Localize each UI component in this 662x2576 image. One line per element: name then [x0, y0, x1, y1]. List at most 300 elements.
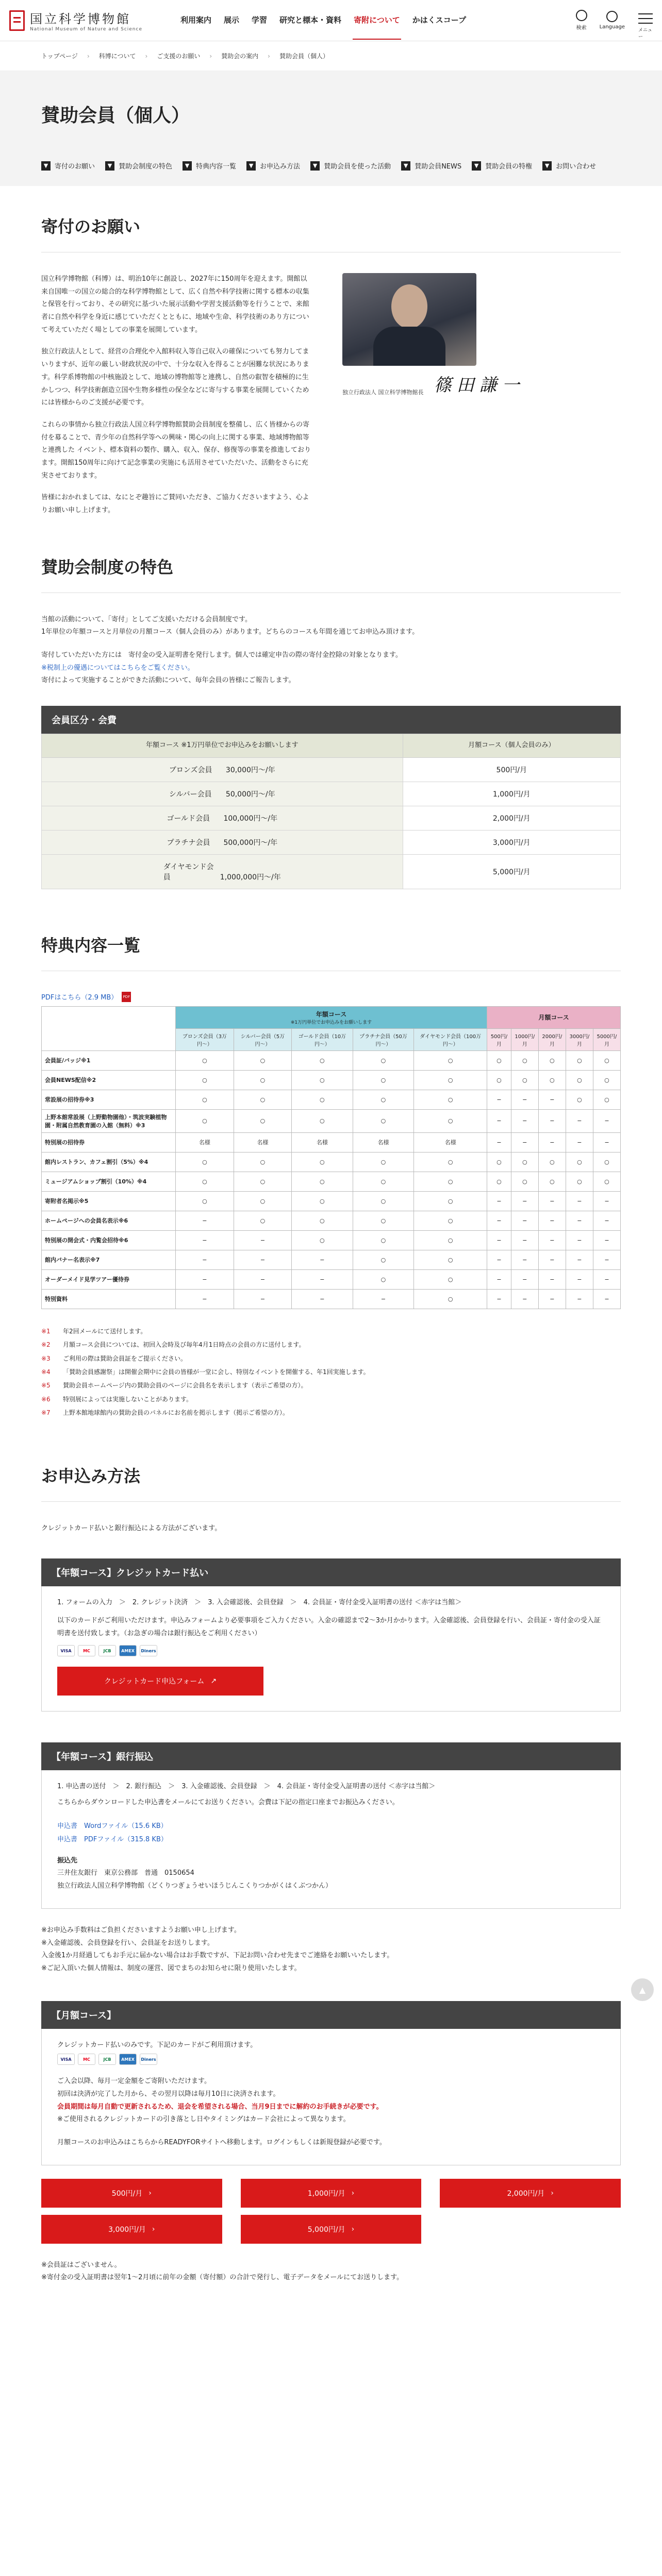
benefit-cell: ○ [414, 1152, 487, 1172]
language-button[interactable] [600, 11, 625, 30]
visa-icon: VISA [57, 1645, 75, 1656]
plan-header: 3000円/月 [566, 1028, 593, 1050]
breadcrumb-supporters[interactable]: 賛助会の案内 [221, 53, 259, 60]
benefit-cell: ○ [292, 1172, 353, 1191]
chevron-right-icon: › [351, 2225, 355, 2233]
card-brands [42, 2052, 620, 2075]
mastercard-icon: MC [78, 1645, 95, 1656]
anchor-nav [0, 159, 662, 186]
monthly-box [41, 2029, 621, 2165]
benefit-cell: − [176, 1250, 234, 1269]
benefit-name: 常設展の招待券※3 [42, 1090, 176, 1109]
benefit-cell: ○ [538, 1050, 566, 1070]
benefit-cell: ○ [414, 1050, 487, 1070]
benefit-cell: − [176, 1211, 234, 1230]
benefit-cell: − [292, 1289, 353, 1309]
arrow-down-icon: ▼ [310, 161, 320, 171]
benefit-cell: ○ [414, 1211, 487, 1230]
bank-note: こちらからダウンロードした申込書をメールにてお送りください。会費は下記の指定口座までお振込みください。 [57, 1799, 399, 1807]
pdf-link-label: PDFはこちら（2.9 MB） [41, 994, 118, 1002]
note-key: ※5 [41, 1382, 51, 1389]
table-row [42, 1132, 621, 1152]
grade-monthly: 1,000円/月 [403, 782, 620, 806]
benefit-cell: ○ [176, 1172, 234, 1191]
feature-line: 寄付していただいた方には 寄付金の受入証明書を発行します。個人では確定申告の際の寄付金控除の対象となります。 [41, 651, 402, 659]
benefit-cell: − [511, 1269, 538, 1289]
benefit-cell: ○ [414, 1109, 487, 1132]
benefit-cell: ○ [511, 1172, 538, 1191]
anchor-link[interactable] [310, 159, 396, 173]
bank-box [41, 1770, 621, 1908]
note-text: 月額コース会員については、初回入会時及び毎年4月1日時点の会員の方に送付します。 [63, 1341, 305, 1349]
grade-name: プラチナ会員 [167, 838, 210, 847]
monthly-heading: 【月額コース】 [41, 2001, 621, 2029]
benefit-cell: ○ [414, 1250, 487, 1269]
external-link-icon: ↗ [210, 1677, 217, 1686]
benefit-name: 館内レストラン、カフェ割引（5%）※4 [42, 1152, 176, 1172]
note-key: ※4 [41, 1368, 51, 1376]
anchor-link[interactable] [472, 159, 537, 173]
anchor-label: 賛助会員NEWS [415, 163, 462, 171]
benefit-cell: 名様 [292, 1132, 353, 1152]
benefit-cell: ○ [511, 1050, 538, 1070]
benefit-cell: ○ [538, 1152, 566, 1172]
grade-monthly: 500円/月 [403, 757, 620, 782]
benefit-cell: ○ [234, 1172, 291, 1191]
grade-annual: 50,000円〜/年 [225, 790, 275, 799]
benefit-cell: − [511, 1250, 538, 1269]
benefit-cell: ○ [566, 1070, 593, 1090]
table-row [42, 1172, 621, 1191]
benefits-monthly-header: 月額コース [487, 1006, 621, 1028]
arrow-down-icon: ▼ [542, 161, 552, 171]
grade-annual: 500,000円〜/年 [223, 838, 278, 847]
intro-paragraph: これらの事情から独立行政法人国立科学博物館賛助会員制度を整備し、広く皆様からの寄付を募ることで、青少年の自然科学等への興味・関心の向上に関する事業、地域博物館等と連携した イベント、標本資料の製作、購入、収入、保存、修復等の事業を推進しております。開館150周年に向けて記念事業の実施にも活用させていただいた、活動をさらに充実させております。 [41, 420, 311, 480]
page-title: 賛助会員（個人） [0, 71, 662, 159]
grade-name: ブロンズ会員 [169, 766, 212, 774]
site-header [0, 0, 662, 41]
logo-subtitle: National Museum of Nature and Science [30, 27, 142, 32]
nav-learning[interactable]: 学習 [252, 15, 268, 25]
monthly-2000-button[interactable] [440, 2179, 621, 2208]
benefit-cell: ○ [414, 1289, 487, 1309]
benefit-cell: ○ [353, 1152, 414, 1172]
benefit-cell: − [487, 1230, 511, 1250]
benefit-cell: ○ [292, 1070, 353, 1090]
table-row [42, 1090, 621, 1109]
benefits-corner [42, 1006, 176, 1050]
benefit-cell: − [566, 1269, 593, 1289]
benefit-cell: − [566, 1191, 593, 1211]
benefit-cell: − [292, 1250, 353, 1269]
arrow-down-icon: ▼ [41, 161, 51, 171]
benefit-name: 寄附者名掲示※5 [42, 1191, 176, 1211]
monthly-buttons [41, 2165, 621, 2244]
pdf-icon: PDF [122, 992, 131, 1002]
benefits-pdf-link[interactable] [41, 992, 621, 1002]
card-form-label: クレジットカード申込フォーム [104, 1677, 205, 1686]
benefit-cell: − [487, 1090, 511, 1109]
benefit-cell: − [593, 1250, 620, 1269]
director-photo [342, 273, 476, 366]
anchor-link[interactable] [105, 159, 177, 173]
benefit-cell: − [566, 1250, 593, 1269]
benefit-name: 特別展の開会式・内覧会招待※6 [42, 1230, 176, 1250]
benefit-cell: ○ [487, 1070, 511, 1090]
monthly-button-label: 500円/月 [111, 2189, 143, 2198]
note-text: 賛助会員ホームページ内の賛助会員のページに会員名を表示します（表示ご希望の方）。 [63, 1382, 307, 1389]
table-row [42, 1269, 621, 1289]
director-signature: 篠田謙一 [434, 375, 525, 396]
benefit-cell: − [593, 1109, 620, 1132]
note-item [41, 1379, 621, 1392]
account-name: 独立行政法人国立科学博物館（どくりつぎょうせいほうじんこくりつかがくはくぶつかん） [57, 1882, 333, 1890]
bank-footnote: 入金後1か月経過してもお手元に届かない場合はお手数ですが、下記お問い合わせ先までご連絡をお願いいたします。 [41, 1952, 394, 1960]
benefit-name: ホームページへの会員名表示※6 [42, 1211, 176, 1230]
amex-icon: AMEX [119, 1645, 137, 1656]
note-item [41, 1393, 621, 1406]
benefit-cell: ○ [353, 1269, 414, 1289]
benefit-cell: ○ [176, 1090, 234, 1109]
card-box [41, 1586, 621, 1711]
benefit-cell: ○ [566, 1090, 593, 1109]
account-label: 振込先 [57, 1856, 78, 1865]
benefit-cell: − [511, 1132, 538, 1152]
grade-monthly: 5,000円/月 [403, 854, 620, 889]
note-item [41, 1406, 621, 1419]
table-row [42, 1109, 621, 1132]
intro-paragraph: 皆様におかれましては、なにとぞ趣旨にご賛同いただき、ご協力くださいますよう、心よりお願い申し上げます。 [41, 494, 309, 514]
benefit-cell: ○ [538, 1172, 566, 1191]
benefit-cell: ○ [566, 1172, 593, 1191]
grade-name: シルバー会員 [169, 790, 212, 799]
monthly-footnote: ※寄付金の受入証明書は翌年1〜2月頃に前年の金額（寄付額）の合計で発行し、電子データをメールにてお送りします。 [41, 2274, 404, 2282]
benefit-cell: − [538, 1230, 566, 1250]
anchor-label: お問い合わせ [556, 163, 597, 171]
benefit-cell: ○ [353, 1090, 414, 1109]
benefit-cell: − [538, 1269, 566, 1289]
breadcrumb-about[interactable]: 科博について [98, 53, 136, 60]
note-item [41, 1338, 621, 1351]
benefit-cell: − [538, 1250, 566, 1269]
apply-lead: クレジットカード払いと銀行振込による方法がございます。 [41, 1524, 222, 1532]
benefit-cell: ○ [593, 1152, 620, 1172]
note-key: ※2 [41, 1341, 51, 1349]
benefit-cell: ○ [414, 1191, 487, 1211]
logo-mark-icon [9, 10, 25, 31]
card-heading: 【年額コース】クレジットカード払い [41, 1558, 621, 1586]
grade-annual: 1,000,000円〜/年 [220, 873, 281, 882]
benefit-cell: − [593, 1269, 620, 1289]
benefit-cell: − [538, 1289, 566, 1309]
section-title-apply: お申込み方法 [41, 1435, 621, 1502]
word-download-link[interactable]: 申込書 Wordファイル（15.6 KB） [57, 1822, 168, 1830]
table-row [42, 757, 621, 782]
anchor-label: 賛助会制度の特色 [119, 163, 173, 171]
note-item [41, 1365, 621, 1379]
chevron-right-icon: › [148, 2189, 152, 2197]
benefit-cell: ○ [353, 1172, 414, 1191]
benefit-cell: − [487, 1109, 511, 1132]
benefit-cell: ○ [353, 1050, 414, 1070]
menu-label: メニュー [638, 28, 653, 40]
note-item [41, 1325, 621, 1338]
note-text: ご利用の際は賛助会員証をご提示ください。 [63, 1354, 187, 1362]
benefits-table [41, 1006, 621, 1309]
benefit-cell: ○ [353, 1211, 414, 1230]
plan-header: 2000円/月 [538, 1028, 566, 1050]
monthly-line: クレジットカード払いのみです。下記のカードがご利用頂けます。 [57, 2041, 257, 2049]
grade-name: ゴールド会員 [167, 814, 210, 823]
anchor-link[interactable] [41, 159, 100, 173]
benefit-cell: ○ [292, 1230, 353, 1250]
benefit-cell: 名様 [176, 1132, 234, 1152]
benefit-cell: − [511, 1191, 538, 1211]
diners-icon: Diners [140, 1645, 157, 1656]
plan-header: ゴールド会員（10万円〜） [292, 1028, 353, 1050]
benefit-name: 特別展の招待券 [42, 1132, 176, 1152]
arrow-down-icon: ▼ [472, 161, 481, 171]
benefit-cell: − [176, 1230, 234, 1250]
feature-line: 1年単位の年額コースと月単位の月額コース（個人会員のみ）があります。どちらのコースも年間を通じてお申込み頂けます。 [41, 628, 419, 636]
monthly-3000-button[interactable] [41, 2215, 222, 2244]
benefit-cell: ○ [234, 1152, 291, 1172]
hamburger-icon [638, 23, 653, 24]
anchor-link[interactable] [183, 159, 241, 173]
benefit-cell: − [487, 1269, 511, 1289]
jcb-icon: JCB [98, 1645, 116, 1656]
director-caption: 独立行政法人 国立科学博物館長 [342, 389, 424, 396]
monthly-line: ご入会以降、毎月一定金額をご寄附いただけます。 [57, 2077, 211, 2086]
breadcrumb [0, 41, 662, 71]
benefit-cell: − [593, 1191, 620, 1211]
benefit-cell: ○ [292, 1109, 353, 1132]
benefit-cell: 名様 [234, 1132, 291, 1152]
search-icon [576, 10, 587, 21]
table-row [42, 854, 621, 889]
benefit-cell: − [511, 1109, 538, 1132]
monthly-button-label: 1,000円/月 [307, 2189, 345, 2198]
intro-paragraph: 国立科学博物館（科博）は、明治10年に創設し、2027年に150周年を迎えます。開館以来自国唯一の国立の総合的な科学博物館として、広く自然や科学技術に関する標本の収集と保管を行っており、その研究に基づいた展示活動や学習支援活動等を行うことで、来館者に自然や科学を身近に感じていただくとともに、地域や生命、科学技術のあり方について考えていただく場としての事業を展開しています。 [41, 275, 309, 334]
table-row [42, 1070, 621, 1090]
benefit-cell: − [593, 1230, 620, 1250]
card-form-button[interactable] [57, 1667, 263, 1696]
benefit-name: ミュージアムショップ割引（10%）※4 [42, 1172, 176, 1191]
plan-header: 5000円/月 [593, 1028, 620, 1050]
hamburger-icon [638, 18, 653, 19]
anchor-label: 賛助会員を使った活動 [324, 163, 391, 171]
nav-exhibits[interactable]: 展示 [224, 15, 240, 25]
note-text: 年2回メールにて送付します。 [63, 1327, 147, 1335]
benefit-cell: − [487, 1250, 511, 1269]
arrow-down-icon: ▼ [246, 161, 256, 171]
benefit-cell: − [234, 1230, 291, 1250]
benefit-cell: − [566, 1211, 593, 1230]
monthly-500-button[interactable] [41, 2179, 222, 2208]
monthly-1000-button[interactable] [241, 2179, 422, 2208]
table-row [42, 1250, 621, 1269]
anchor-link[interactable] [542, 159, 601, 173]
anchor-link[interactable] [401, 159, 467, 173]
table-row [42, 1050, 621, 1070]
breadcrumb-home[interactable]: トップページ [41, 53, 78, 60]
director-portrait [342, 273, 621, 527]
plan-header: シルバー会員（5万円〜） [234, 1028, 291, 1050]
anchor-label: 特典内容一覧 [196, 163, 237, 171]
benefits-annual-header [176, 1006, 487, 1028]
benefit-cell: − [511, 1211, 538, 1230]
benefit-cell: ○ [566, 1050, 593, 1070]
benefit-cell: 名様 [353, 1132, 414, 1152]
benefit-cell: ○ [234, 1109, 291, 1132]
back-to-top-button[interactable] [631, 1978, 654, 2001]
section-title-benefits: 特典内容一覧 [41, 905, 621, 971]
benefit-cell: ○ [593, 1090, 620, 1109]
benefit-cell: ○ [414, 1172, 487, 1191]
hamburger-icon [638, 13, 653, 14]
benefit-cell: − [487, 1211, 511, 1230]
benefit-cell: − [234, 1269, 291, 1289]
benefit-cell: − [566, 1289, 593, 1309]
diners-icon: Diners [140, 2054, 157, 2065]
table-row [42, 1289, 621, 1309]
nav-donation[interactable]: 寄附について [353, 1, 401, 40]
card-steps: 1. フォームの入力 ＞ 2. クレジット決済 ＞ 3. 入会確認後、会員登録 ＞ 4. 会員証・寄付金受入証明書の送付 ＜赤字は当館＞ [57, 1599, 462, 1607]
nav-visit[interactable]: 利用案内 [180, 15, 212, 25]
benefit-cell: ○ [292, 1211, 353, 1230]
monthly-line: ※ご使用されるクレジットカードの引き落とし日やタイミングはカード会社によって異なります。 [57, 2115, 350, 2124]
tax-link[interactable]: ※税制上の優遇についてはこちらをご覧ください。 [41, 664, 194, 672]
benefit-cell: ○ [414, 1230, 487, 1250]
grade-annual: 100,000円〜/年 [223, 814, 278, 823]
amex-icon: AMEX [119, 2054, 137, 2065]
benefit-cell: ○ [414, 1090, 487, 1109]
card-note: 以下のカードがご利用いただけます。申込みフォームより必要事項をご入力ください。入金の確認まで2〜3か月かかります。入金確認後、会員登録を行い、会員証・寄付金の受入証明書を送付致します。（お急ぎの場合は銀行振込をご利用ください） [57, 1617, 601, 1637]
account-number: 三井住友銀行 東京公務部 普通 0150654 [57, 1869, 194, 1877]
bank-footnote: ※お申込み手数料はご負担くださいますようお願い申し上げます。 [41, 1926, 241, 1934]
grade-name: ダイヤモンド会員 [163, 862, 214, 882]
breadcrumb-separator: › [87, 52, 90, 60]
breadcrumb-separator: › [268, 52, 270, 60]
benefit-cell: ○ [414, 1269, 487, 1289]
benefit-cell: ○ [511, 1152, 538, 1172]
arrow-up-icon: ▲ [639, 1985, 646, 1995]
benefit-cell: ○ [176, 1050, 234, 1070]
table-row [42, 1230, 621, 1250]
monthly-5000-button[interactable] [241, 2215, 422, 2244]
breadcrumb-support[interactable]: ご支援のお願い [157, 53, 201, 60]
table-row [42, 782, 621, 806]
benefit-name: 上野本館常設展（上野動物園他）・筑波実験植物園・附属自然教育園の入館（無料）※3 [42, 1109, 176, 1132]
benefit-cell: − [538, 1109, 566, 1132]
benefit-name: オーダーメイド見学ツアー優待券 [42, 1269, 176, 1289]
benefit-cell: ○ [593, 1172, 620, 1191]
benefit-cell: ○ [234, 1050, 291, 1070]
feature-line: 寄付によって実施することができた活動について、毎年会員の皆様にご報告します。 [41, 676, 295, 685]
benefit-cell: ○ [353, 1070, 414, 1090]
bank-steps: 1. 申込書の送付 ＞ 2. 銀行振込 ＞ 3. 入金確認後、会員登録 ＞ 4. 会員証・寄付金受入証明書の送付 ＜赤字は当館＞ [57, 1783, 436, 1791]
plan-header: ダイヤモンド会員（100万円〜） [414, 1028, 487, 1050]
grade-monthly: 3,000円/月 [403, 830, 620, 854]
intro-paragraph: 独立行政法人として、経営の合理化や入館料収入等自己収入の確保についても努力してまいりますが、近年の厳しい財政状況の中で、十分な収入を得ることが困難な状況にあります。科学系博物館の中核施設として、地域の博物館等と連携し、自然の叡智を積極的に生かしつつ、科学技術創造立国や生物多様性の保全などに寄与する事業を展開していくためには皆様からのご支援が必要です。 [41, 348, 309, 407]
chevron-right-icon: › [351, 2189, 355, 2197]
benefit-cell: ○ [566, 1152, 593, 1172]
grade-heading: 会員区分・会費 [41, 706, 621, 734]
visa-icon: VISA [57, 2054, 75, 2065]
benefit-cell: − [538, 1191, 566, 1211]
menu-button[interactable] [638, 13, 653, 40]
benefit-cell: ○ [234, 1191, 291, 1211]
monthly-button-label: 5,000円/月 [307, 2225, 345, 2234]
nav-scope[interactable]: かはくスコープ [412, 15, 467, 25]
benefit-cell: ○ [292, 1090, 353, 1109]
benefit-cell: ○ [176, 1109, 234, 1132]
feature-line: 当館の活動について、「寄付」としてご支援いただける会員制度です。 [41, 615, 252, 623]
benefit-cell: ○ [234, 1211, 291, 1230]
grade-table [41, 734, 621, 889]
chevron-right-icon: › [551, 2189, 554, 2197]
note-text: 特別展によっては実施しないことがあります。 [63, 1395, 193, 1403]
benefit-cell: ○ [234, 1090, 291, 1109]
breadcrumb-separator: › [145, 52, 148, 60]
benefit-cell: ○ [487, 1050, 511, 1070]
breadcrumb-current: 賛助会員（個人） [279, 53, 329, 60]
nav-research[interactable]: 研究と標本・資料 [279, 15, 342, 25]
anchor-label: 賛助会員の特権 [485, 163, 533, 171]
bank-heading: 【年額コース】銀行振込 [41, 1742, 621, 1770]
benefit-cell: ○ [353, 1250, 414, 1269]
anchor-link[interactable] [246, 159, 305, 173]
benefit-cell: ○ [414, 1070, 487, 1090]
note-item [41, 1352, 621, 1365]
benefit-name: 館内バナー名表示※7 [42, 1250, 176, 1269]
benefit-cell: ○ [487, 1152, 511, 1172]
benefit-name: 会員証/バッジ※1 [42, 1050, 176, 1070]
breadcrumb-separator: › [209, 52, 212, 60]
grade-col-monthly: 月額コース（個人会員のみ） [403, 734, 620, 758]
benefit-cell: − [538, 1090, 566, 1109]
benefit-cell: − [176, 1289, 234, 1309]
logo-title: 国立科学博物館 [30, 12, 131, 26]
table-row [42, 1211, 621, 1230]
chevron-right-icon: › [152, 2225, 155, 2233]
benefit-cell: − [566, 1230, 593, 1250]
benefit-cell: − [234, 1289, 291, 1309]
monthly-button-label: 2,000円/月 [507, 2189, 545, 2198]
benefit-cell: − [353, 1289, 414, 1309]
benefit-cell: − [511, 1289, 538, 1309]
benefit-cell: ○ [292, 1152, 353, 1172]
benefit-cell: − [511, 1230, 538, 1250]
benefit-cell: − [511, 1090, 538, 1109]
benefit-cell: − [593, 1289, 620, 1309]
arrow-down-icon: ▼ [183, 161, 192, 171]
benefit-cell: ○ [292, 1050, 353, 1070]
benefit-cell: ○ [234, 1070, 291, 1090]
note-key: ※6 [41, 1395, 51, 1403]
benefit-cell: − [593, 1132, 620, 1152]
benefit-cell: − [234, 1250, 291, 1269]
pdf-download-link[interactable]: 申込書 PDFファイル（315.8 KB） [57, 1835, 168, 1843]
arrow-down-icon: ▼ [401, 161, 410, 171]
benefit-cell: ○ [487, 1172, 511, 1191]
annual-sub: ※1万円単位でお申込みをお願いします [290, 1020, 372, 1025]
benefit-name: 特別資料 [42, 1289, 176, 1309]
search-button[interactable] [576, 10, 587, 31]
bank-footnote: ※入金確認後、会員登録を行い、会員証をお送りします。 [41, 1939, 214, 1947]
main-content [0, 186, 662, 2284]
site-logo[interactable] [9, 9, 174, 32]
